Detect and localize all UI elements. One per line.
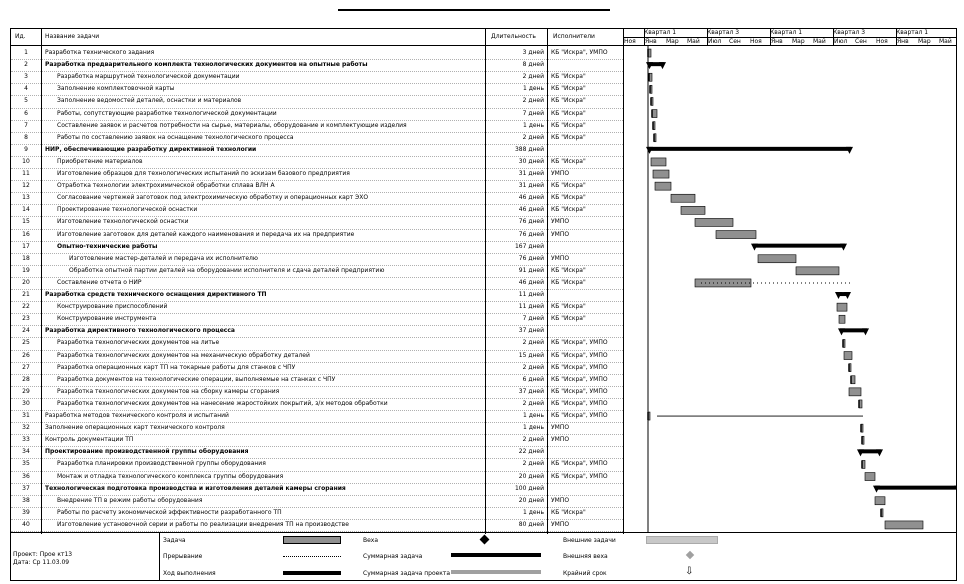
task-duration: 7 дней xyxy=(522,109,544,117)
task-id: 30 xyxy=(22,399,30,407)
summary-bar[interactable] xyxy=(648,147,851,151)
project-date: Дата: Ср 11.03.09 xyxy=(13,559,70,566)
task-duration: 20 дней xyxy=(518,496,544,504)
task-name: Разработка документов на технологические операции, выполняемые на станках с ЧПУ xyxy=(57,375,336,383)
task-resources: КБ "Искра" xyxy=(551,206,586,214)
task-duration: 15 дней xyxy=(518,351,544,359)
task-id: 15 xyxy=(22,218,30,226)
legend-progress-swatch xyxy=(283,571,341,575)
task-bar[interactable] xyxy=(651,158,666,166)
task-duration: 46 дней xyxy=(518,206,544,214)
task-name: Изготовление мастер-деталей и передача их исполнителю xyxy=(69,254,258,262)
task-name: НИР, обеспечивающие разработку директивной технологии xyxy=(45,145,257,153)
month-label: Июл xyxy=(708,38,722,45)
task-id: 16 xyxy=(22,230,30,238)
task-duration: 91 дней xyxy=(518,266,544,274)
task-id: 7 xyxy=(24,121,28,129)
task-resources: КБ "Искра", УМПО xyxy=(551,399,608,407)
task-duration: 31 дней xyxy=(518,170,544,177)
month-label: Янв xyxy=(771,38,783,45)
month-label: Мар xyxy=(792,38,805,45)
task-duration: 388 дней xyxy=(514,145,544,153)
task-resources: УМПО xyxy=(551,170,570,177)
task-bar[interactable] xyxy=(839,315,845,323)
quarter-label: Квартал 3 xyxy=(833,29,866,36)
task-id: 9 xyxy=(24,145,28,153)
task-name: Заполнение операционных карт технического контроля xyxy=(45,424,225,432)
task-duration: 11 дней xyxy=(518,303,544,311)
legend-deadline-label: Крайний срок xyxy=(563,570,607,577)
task-id: 22 xyxy=(22,303,30,311)
task-bar[interactable] xyxy=(875,497,885,505)
task-id: 12 xyxy=(22,182,30,190)
legend-milestone-swatch xyxy=(480,535,490,545)
task-resources: КБ "Искра", УМПО xyxy=(551,460,608,468)
task-name: Разработка средств технического оснащения директивного ТП xyxy=(45,291,267,298)
month-label: Июл xyxy=(834,38,848,45)
task-id: 33 xyxy=(22,436,30,444)
task-resources: КБ "Искра" xyxy=(551,182,586,190)
task-name: Изготовление установочной серии и работы по реализации внедрения ТП на производстве xyxy=(57,520,349,528)
task-duration: 37 дней xyxy=(518,327,544,335)
task-id: 18 xyxy=(22,254,30,262)
task-id: 2 xyxy=(24,61,28,69)
task-id: 31 xyxy=(22,412,30,419)
task-duration: 1 день xyxy=(522,121,544,129)
month-label: Янв xyxy=(897,38,909,45)
task-name: Приобретение материалов xyxy=(57,157,143,165)
task-id: 6 xyxy=(24,109,28,117)
task-name: Разработка операционных карт ТП на токарные работы для станков с ЧПУ xyxy=(57,363,296,371)
task-id: 35 xyxy=(22,460,30,468)
task-resources: КБ "Искра", УМПО xyxy=(551,375,608,383)
month-label: Мар xyxy=(918,38,931,45)
task-bar[interactable] xyxy=(653,170,669,178)
task-resources: КБ "Искра", УМПО xyxy=(551,363,608,371)
month-label: Янв xyxy=(645,38,657,45)
task-resources: КБ "Искра", УМПО xyxy=(551,412,608,419)
task-name: Составление заявок и расчетов потребности на сырье, материалы, оборудование и комплектующие изделия xyxy=(57,121,407,129)
task-duration: 22 дней xyxy=(518,448,544,456)
month-label: Май xyxy=(687,38,700,45)
task-bar[interactable] xyxy=(849,388,861,396)
task-duration: 46 дней xyxy=(518,278,544,286)
task-duration: 1 день xyxy=(522,424,544,432)
task-resources: УМПО xyxy=(551,218,570,226)
task-duration: 167 дней xyxy=(514,242,544,250)
task-name: Разработка планировки производственной группы оборудования xyxy=(57,460,266,468)
col-header-id: Ид. xyxy=(15,33,26,40)
task-id: 25 xyxy=(22,339,30,347)
task-duration: 20 дней xyxy=(518,472,544,480)
task-duration: 80 дней xyxy=(518,520,544,528)
col-header-name: Название задачи xyxy=(45,33,100,40)
task-duration: 1 день xyxy=(522,85,544,93)
task-resources: УМПО xyxy=(551,424,570,432)
task-id: 39 xyxy=(22,508,30,516)
task-bar[interactable] xyxy=(844,352,852,360)
task-duration: 1 день xyxy=(522,412,544,419)
task-bar[interactable] xyxy=(695,218,733,226)
month-label: Май xyxy=(813,38,826,45)
legend-project-summary-label: Суммарная задача проекта xyxy=(363,570,451,577)
task-duration: 76 дней xyxy=(518,254,544,262)
task-id: 23 xyxy=(22,315,30,323)
task-duration: 7 дней xyxy=(522,315,544,323)
task-name: Внедрение ТП в режим работы оборудования xyxy=(57,496,203,504)
month-label: Ноя xyxy=(750,38,762,45)
task-resources: КБ "Искра" xyxy=(551,157,586,165)
task-resources: КБ "Искра" xyxy=(551,303,586,311)
month-label: Сен xyxy=(729,38,741,45)
task-id: 24 xyxy=(22,327,30,335)
task-duration: 3 дней xyxy=(522,49,544,56)
task-resources: УМПО xyxy=(551,496,570,504)
task-name: Заполнение комплектовочной карты xyxy=(57,85,175,93)
task-name: Согласование чертежей заготовок под электрохимическую обработку и операционных карт ЭХО xyxy=(57,194,369,202)
task-id: 1 xyxy=(24,49,28,56)
task-id: 26 xyxy=(22,351,30,359)
task-duration: 76 дней xyxy=(518,218,544,226)
task-name: Составление отчета о НИР xyxy=(57,278,142,286)
task-bar[interactable] xyxy=(885,521,923,529)
task-bar[interactable] xyxy=(837,303,847,311)
task-duration: 2 дней xyxy=(522,133,544,141)
col-header-resources: Исполнители xyxy=(553,33,595,40)
task-bar[interactable] xyxy=(671,194,695,202)
task-resources: КБ "Искра" xyxy=(551,85,586,93)
task-id: 10 xyxy=(22,157,30,165)
legend-split-swatch xyxy=(283,556,341,557)
project-name: Проект: Прое кт13 xyxy=(13,551,73,558)
task-id: 36 xyxy=(22,472,30,480)
task-resources: КБ "Искра" xyxy=(551,121,586,129)
task-resources: КБ "Искра", УМПО xyxy=(551,351,608,359)
task-resources: КБ "Искра" xyxy=(551,194,586,202)
legend-external-tasks-label: Внешние задачи xyxy=(563,537,616,544)
task-id: 20 xyxy=(22,278,30,286)
task-resources: КБ "Искра", УМПО xyxy=(551,387,608,395)
task-duration: 11 дней xyxy=(518,291,544,298)
task-duration: 30 дней xyxy=(518,157,544,165)
task-bar[interactable] xyxy=(681,206,705,214)
task-name: Разработка маршрутной технологической документации xyxy=(57,73,240,81)
task-duration: 2 дней xyxy=(522,460,544,468)
task-id: 29 xyxy=(22,387,30,395)
task-bar[interactable] xyxy=(796,267,839,275)
task-name: Работы по составлению заявок на оснащение технологического процесса xyxy=(57,133,294,141)
task-name: Монтаж и отладка технологического комплекса группы оборудования xyxy=(57,472,284,480)
task-resources: УМПО xyxy=(551,254,570,262)
task-name: Разработка технологических документов на сборку камеры сгорания xyxy=(57,387,280,395)
month-label: Ноя xyxy=(876,38,888,45)
task-name: Заполнение ведомостей деталей, оснастки и материалов xyxy=(57,97,242,105)
task-id: 40 xyxy=(22,520,30,528)
task-id: 13 xyxy=(22,194,30,202)
task-resources: КБ "Искра", УМПО xyxy=(551,49,608,56)
deadline-arrow-icon: ⇩ xyxy=(685,566,694,577)
task-duration: 1 день xyxy=(522,508,544,516)
task-bar[interactable] xyxy=(758,255,796,263)
month-label: Май xyxy=(939,38,952,45)
task-duration: 46 дней xyxy=(518,194,544,202)
month-label: Сен xyxy=(855,38,867,45)
quarter-label: Квартал 1 xyxy=(896,29,929,36)
task-name: Изготовление заготовок для деталей каждого наименования и передача их на предприятие xyxy=(57,230,355,238)
legend-split-label: Прерывание xyxy=(163,553,203,560)
task-name: Обработка опытной партии деталей на оборудовании исполнителя и сдача деталей предприятию xyxy=(69,266,385,274)
task-name: Изготовление образцов для технологических испытаний по эскизам базового предприятия xyxy=(57,170,350,177)
legend-external-milestone-swatch xyxy=(686,551,694,559)
task-name: Разработка технологических документов на литье xyxy=(57,339,220,347)
gantt-table xyxy=(10,28,957,533)
task-duration: 2 дней xyxy=(522,436,544,444)
task-id: 21 xyxy=(22,291,30,298)
task-duration: 2 дней xyxy=(522,399,544,407)
title-underline xyxy=(338,9,610,11)
task-name: Конструирование приспособлений xyxy=(57,303,168,311)
task-id: 17 xyxy=(22,242,30,250)
task-bar[interactable] xyxy=(865,473,875,481)
task-name: Опытно-технические работы xyxy=(57,242,158,250)
task-duration: 37 дней xyxy=(518,387,544,395)
legend-external-tasks-swatch xyxy=(646,536,718,544)
task-resources: КБ "Искра" xyxy=(551,73,586,81)
task-id: 28 xyxy=(22,375,30,383)
month-label: Мар xyxy=(666,38,679,45)
task-id: 11 xyxy=(22,170,30,177)
task-name: Разработка технического задания xyxy=(45,49,155,56)
task-bar[interactable] xyxy=(695,279,751,287)
task-name: Отработка технологии электрохимической обработки сплава ВЛН А xyxy=(57,182,275,190)
month-label: Ноя xyxy=(624,38,636,45)
task-duration: 31 дней xyxy=(518,182,544,190)
task-resources: УМПО xyxy=(551,436,570,444)
legend-milestone-label: Веха xyxy=(363,537,379,544)
task-id: 14 xyxy=(22,206,30,214)
task-duration: 2 дней xyxy=(522,363,544,371)
summary-bar[interactable] xyxy=(875,486,956,490)
task-duration: 8 дней xyxy=(522,61,544,69)
legend-panel xyxy=(10,533,957,581)
task-name: Разработка технологических документов на нанесение жаростойких покрытий, з/х методов обработки xyxy=(57,399,388,407)
task-id: 8 xyxy=(24,133,28,141)
task-duration: 100 дней xyxy=(514,484,544,492)
legend-progress-label: Ход выполнения xyxy=(163,570,216,577)
legend-external-milestone-label: Внешняя веха xyxy=(563,553,608,560)
task-id: 37 xyxy=(22,484,30,492)
summary-bar[interactable] xyxy=(753,244,845,248)
task-resources: УМПО xyxy=(551,230,570,238)
legend-project-summary-swatch xyxy=(451,570,541,574)
task-id: 34 xyxy=(22,448,30,456)
task-resources: КБ "Искра" xyxy=(551,508,586,516)
task-name: Разработка предварительного комплекта технологических документов на опытные работы xyxy=(45,61,368,69)
legend-task-label: Задача xyxy=(163,537,186,544)
task-resources: КБ "Искра" xyxy=(551,109,586,117)
task-resources: КБ "Искра", УМПО xyxy=(551,339,608,347)
task-resources: КБ "Искра" xyxy=(551,278,586,286)
task-duration: 76 дней xyxy=(518,230,544,238)
legend-summary-swatch xyxy=(451,553,541,557)
task-name: Работы по расчету экономической эффективности разработанного ТП xyxy=(57,508,282,516)
task-bar[interactable] xyxy=(655,182,671,190)
task-resources: КБ "Искра" xyxy=(551,266,586,274)
quarter-label: Квартал 1 xyxy=(644,29,677,36)
task-resources: УМПО xyxy=(551,520,570,528)
task-name: Проектирование технологической оснастки xyxy=(57,206,198,214)
legend-summary-label: Суммарная задача xyxy=(363,553,423,560)
task-id: 32 xyxy=(22,424,30,432)
task-name: Разработка директивного технологического процесса xyxy=(45,327,235,335)
task-name: Работы, сопутствующие разработке технологической документации xyxy=(57,109,277,117)
task-name: Изготовление технологической оснастки xyxy=(57,218,189,226)
task-name: Разработка методов технического контроля и испытаний xyxy=(45,412,229,419)
task-duration: 2 дней xyxy=(522,73,544,81)
task-name: Проектирование производственной группы оборудования xyxy=(45,448,249,456)
task-resources: КБ "Искра", УМПО xyxy=(551,472,608,480)
task-id: 5 xyxy=(24,97,28,105)
task-id: 38 xyxy=(22,496,30,504)
task-name: Контроль документации ТП xyxy=(45,436,134,444)
task-id: 27 xyxy=(22,363,30,371)
task-resources: КБ "Искра" xyxy=(551,97,586,105)
task-id: 19 xyxy=(22,266,30,274)
task-bar[interactable] xyxy=(716,231,756,239)
task-resources: КБ "Искра" xyxy=(551,315,586,323)
task-duration: 2 дней xyxy=(522,339,544,347)
quarter-label: Квартал 3 xyxy=(707,29,740,36)
gantt-chart xyxy=(11,29,956,532)
task-id: 4 xyxy=(24,85,28,93)
task-duration: 6 дней xyxy=(522,375,544,383)
task-resources: КБ "Искра" xyxy=(551,133,586,141)
col-header-duration: Длительность xyxy=(491,33,536,40)
legend-task-swatch xyxy=(283,536,341,544)
task-id: 3 xyxy=(24,73,28,81)
quarter-label: Квартал 1 xyxy=(770,29,803,36)
task-name: Конструирование инструмента xyxy=(57,315,157,323)
task-name: Технологическая подготовка производства и изготовления деталей камеры сгорания xyxy=(45,484,346,492)
task-duration: 2 дней xyxy=(522,97,544,105)
task-name: Разработка технологических документов на механическую обработку деталей xyxy=(57,351,310,359)
